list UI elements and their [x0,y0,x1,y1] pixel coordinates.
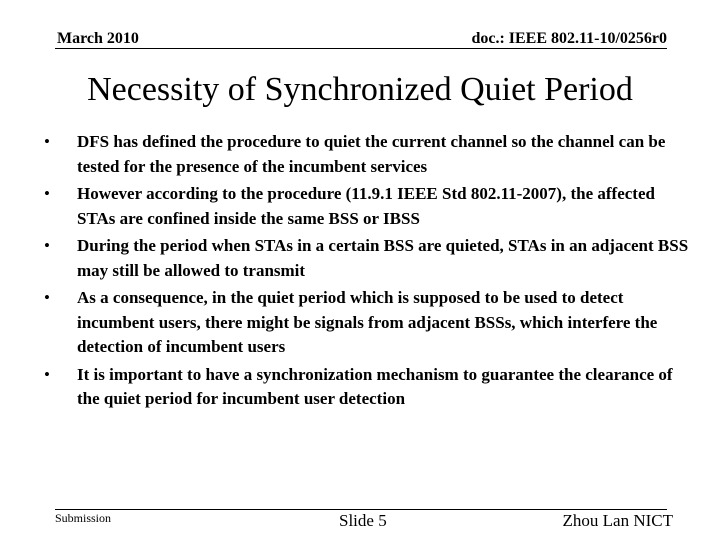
bullet-icon: • [44,184,50,203]
bullet-item [44,234,694,283]
bullet-icon: • [44,236,50,255]
bullet-text: It is important to have a synchronization mechanism to guarantee the clearance of the quiet period for incumbent user detection [77,364,673,408]
header-date: March 2010 [57,30,139,47]
slide-title: Necessity of Synchronized Quiet Period [87,71,633,108]
bullet-item [44,286,694,360]
bullet-icon: • [44,132,50,151]
header-divider [55,48,667,49]
bullet-item [44,182,694,231]
bullet-text: DFS has defined the procedure to quiet the current channel so the channel can be tested for the presence of the incumbent services [77,132,666,176]
bullet-list [44,130,694,415]
slide-number: Slide 5 [339,511,387,530]
bullet-text: However according to the procedure (11.9.1 IEEE Std 802.11-2007), the affected STAs are confined inside the same BSS or IBSS [77,184,655,228]
footer-author: Zhou Lan NICT [562,511,673,530]
bullet-text: As a consequence, in the quiet period which is supposed to be used to detect incumbent users, there might be signals from adjacent BSSs, which interfere the detection of incumbent users [77,288,658,356]
header-document-id: doc.: IEEE 802.11-10/0256r0 [471,30,667,47]
bullet-item [44,363,694,412]
bullet-icon: • [44,364,50,384]
bullet-icon: • [44,288,50,307]
bullet-item [44,130,694,179]
footer-divider [55,509,667,510]
bullet-text: During the period when STAs in a certain BSS are quieted, STAs in an adjacent BSS may still be allowed to transmit [77,236,689,280]
footer-submission: Submission [55,511,112,525]
